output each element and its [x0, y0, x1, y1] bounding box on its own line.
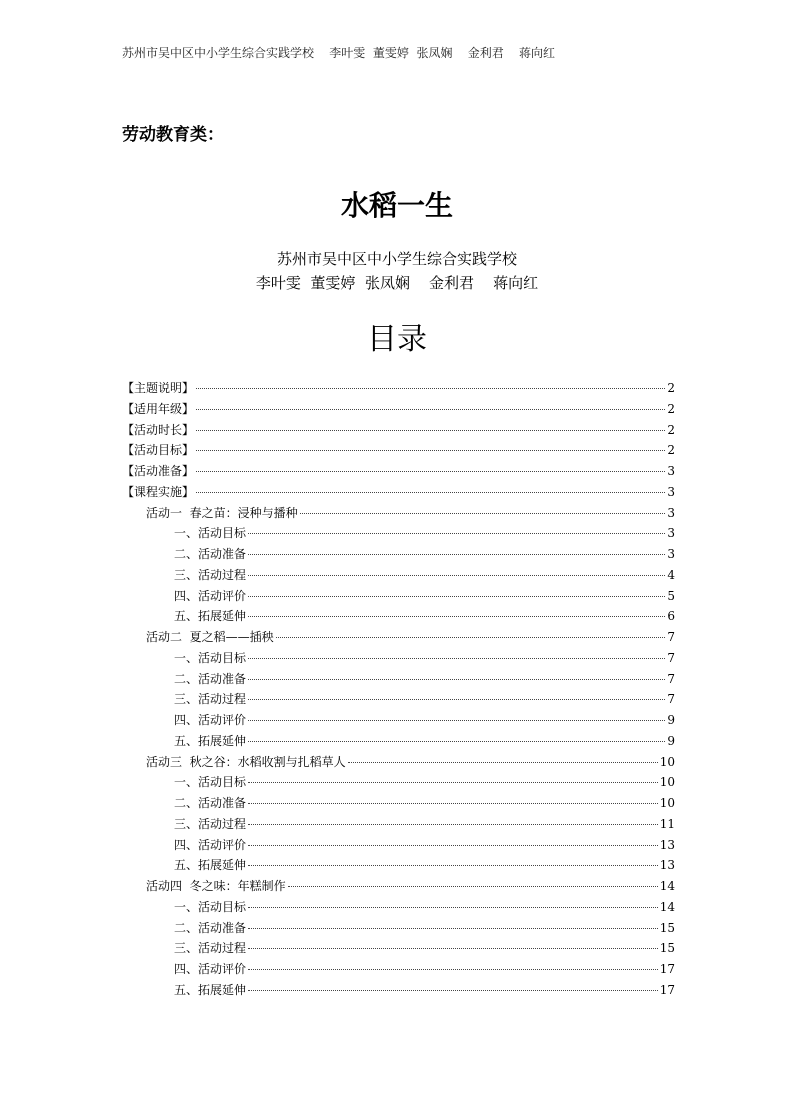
toc-entry-page: 3 [667, 547, 675, 561]
toc-dot-leader [348, 762, 658, 763]
toc-entry[interactable] [122, 544, 675, 565]
toc-entry-page: 13 [659, 837, 675, 852]
toc-entry-label: 三、活动过程 [174, 941, 247, 956]
toc-entry-label: 一、活动目标 [174, 775, 247, 790]
toc-dot-leader [248, 865, 658, 866]
toc-dot-leader [248, 803, 658, 804]
toc-entry[interactable] [122, 689, 675, 710]
toc-dot-leader [248, 554, 665, 555]
toc-entry[interactable] [122, 855, 675, 876]
toc-dot-leader [196, 388, 665, 389]
toc-entry-label: 四、活动评价 [174, 588, 247, 603]
toc-entry-page: 10 [659, 796, 675, 810]
toc-entry-label: 【适用年级】 [122, 401, 195, 416]
toc-entry[interactable] [122, 876, 675, 897]
author-list: 李叶雯 董雯婷 张凤娴 金利君 蒋向红 [255, 274, 539, 292]
toc-dot-leader [248, 699, 665, 700]
toc-dot-leader [196, 492, 665, 493]
toc-entry-page: 7 [667, 650, 675, 665]
toc-dot-leader [248, 741, 665, 742]
toc-dot-leader [248, 845, 658, 846]
toc-entry[interactable] [122, 980, 675, 1001]
toc-entry-page: 17 [659, 982, 675, 997]
toc-dot-leader [248, 596, 665, 597]
toc-entry-label: 三、活动过程 [174, 567, 247, 582]
toc-entry-page: 2 [667, 422, 675, 437]
toc-entry[interactable] [122, 918, 675, 939]
toc-entry[interactable] [122, 586, 675, 607]
toc-entry-page: 9 [667, 713, 675, 727]
category-heading: 劳动教育类： [122, 125, 224, 145]
toc-entry-label: 一、活动目标 [174, 650, 247, 665]
toc-dot-leader [248, 907, 658, 908]
toc-entry[interactable] [122, 565, 675, 586]
toc-entry-label: 活动一 春之苗：浸种与播种 [146, 505, 298, 520]
toc-entry-page: 7 [667, 692, 675, 707]
toc-entry-label: 四、活动评价 [174, 837, 247, 852]
toc-dot-leader [248, 679, 665, 680]
toc-entry[interactable] [122, 772, 675, 793]
toc-entry-label: 【活动准备】 [122, 464, 195, 478]
toc-entry[interactable] [122, 752, 675, 773]
toc-entry-page: 15 [659, 941, 675, 956]
toc-entry-page: 3 [667, 484, 675, 499]
toc-dot-leader [248, 720, 665, 721]
toc-dot-leader [248, 928, 658, 929]
toc-dot-leader [276, 637, 665, 638]
toc-entry[interactable] [122, 710, 675, 731]
toc-entry[interactable] [122, 731, 675, 752]
page-header: 苏州市吴中区中小学生综合实践学校 李叶雯 董雯婷 张凤娴 金利君 蒋向红 [122, 46, 556, 60]
toc-entry[interactable] [122, 793, 675, 814]
toc-entry-page: 5 [667, 588, 675, 603]
toc-entry-page: 17 [659, 962, 675, 976]
toc-entry[interactable] [122, 440, 675, 461]
toc-dot-leader [196, 409, 665, 410]
toc-entry[interactable] [122, 503, 675, 524]
toc-entry-label: 活动三 秋之谷：水稻收割与扎稻草人 [146, 754, 346, 769]
toc-entry[interactable] [122, 627, 675, 648]
toc-entry-label: 一、活动目标 [174, 526, 247, 541]
toc-entry-page: 11 [659, 816, 675, 831]
toc-entry-page: 2 [667, 381, 675, 395]
toc-dot-leader [288, 886, 658, 887]
toc-entry-page: 10 [659, 754, 675, 769]
toc-entry-label: 【主题说明】 [122, 381, 195, 395]
toc-entry[interactable] [122, 959, 675, 980]
toc-entry-label: 活动二 夏之稻——插秧 [146, 630, 274, 644]
toc-entry[interactable] [122, 606, 675, 627]
toc-entry-label: 四、活动评价 [174, 962, 247, 976]
toc-entry[interactable] [122, 420, 675, 441]
toc-entry-page: 10 [659, 775, 675, 790]
toc-entry-label: 四、活动评价 [174, 713, 247, 727]
toc-entry-label: 五、拓展延伸 [174, 609, 247, 624]
toc-entry[interactable] [122, 938, 675, 959]
toc-entry-page: 4 [667, 567, 675, 582]
toc-entry-label: 三、活动过程 [174, 816, 247, 831]
document-title: 水稻一生 [340, 189, 453, 222]
toc-dot-leader [248, 948, 658, 949]
toc-entry-page: 15 [659, 920, 675, 935]
toc-entry-label: 五、拓展延伸 [174, 858, 247, 873]
toc-entry-label: 一、活动目标 [174, 899, 247, 914]
toc-entry[interactable] [122, 648, 675, 669]
school-name: 苏州市吴中区中小学生综合实践学校 [276, 250, 517, 268]
toc-entry-page: 2 [667, 401, 675, 416]
toc-dot-leader [248, 990, 658, 991]
toc-entry-label: 二、活动准备 [174, 920, 247, 935]
toc-entry[interactable] [122, 523, 675, 544]
toc-entry-label: 五、拓展延伸 [174, 982, 247, 997]
toc-entry-page: 6 [667, 609, 675, 624]
toc-dot-leader [248, 782, 658, 783]
toc-entry-page: 2 [667, 443, 675, 458]
toc-entry-page: 7 [667, 630, 675, 644]
toc-entry-label: 【活动时长】 [122, 422, 195, 437]
toc-entry[interactable] [122, 399, 675, 420]
toc-dot-leader [248, 616, 665, 617]
toc-entry[interactable] [122, 814, 675, 835]
toc-entry-page: 3 [667, 526, 675, 541]
toc-entry-label: 二、活动准备 [174, 796, 247, 810]
toc-entry-label: 【活动目标】 [122, 443, 195, 458]
toc-dot-leader [248, 658, 665, 659]
toc-dot-leader [248, 969, 658, 970]
toc-dot-leader [196, 430, 665, 431]
toc-title: 目录 [367, 322, 427, 357]
toc-entry[interactable] [122, 482, 675, 503]
toc-entry-label: 二、活动准备 [174, 547, 247, 561]
toc-entry-page: 9 [667, 733, 675, 748]
toc-entry-label: 【课程实施】 [122, 484, 195, 499]
toc-entry-page: 13 [659, 858, 675, 873]
toc-entry-label: 二、活动准备 [174, 671, 247, 686]
table-of-contents [122, 378, 675, 1001]
toc-entry-page: 7 [667, 671, 675, 686]
toc-entry-page: 3 [667, 464, 675, 478]
toc-entry[interactable] [122, 835, 675, 856]
toc-entry-label: 活动四 冬之味：年糕制作 [146, 879, 286, 893]
toc-entry-label: 三、活动过程 [174, 692, 247, 707]
toc-dot-leader [196, 450, 665, 451]
toc-entry[interactable] [122, 378, 675, 399]
toc-dot-leader [196, 471, 665, 472]
toc-dot-leader [248, 824, 658, 825]
toc-entry[interactable] [122, 461, 675, 482]
toc-entry-page: 14 [659, 879, 675, 893]
toc-entry-page: 14 [659, 899, 675, 914]
toc-dot-leader [300, 513, 665, 514]
toc-entry[interactable] [122, 669, 675, 690]
toc-dot-leader [248, 533, 665, 534]
toc-entry-page: 3 [667, 505, 675, 520]
toc-entry[interactable] [122, 897, 675, 918]
toc-dot-leader [248, 575, 665, 576]
toc-entry-label: 五、拓展延伸 [174, 733, 247, 748]
